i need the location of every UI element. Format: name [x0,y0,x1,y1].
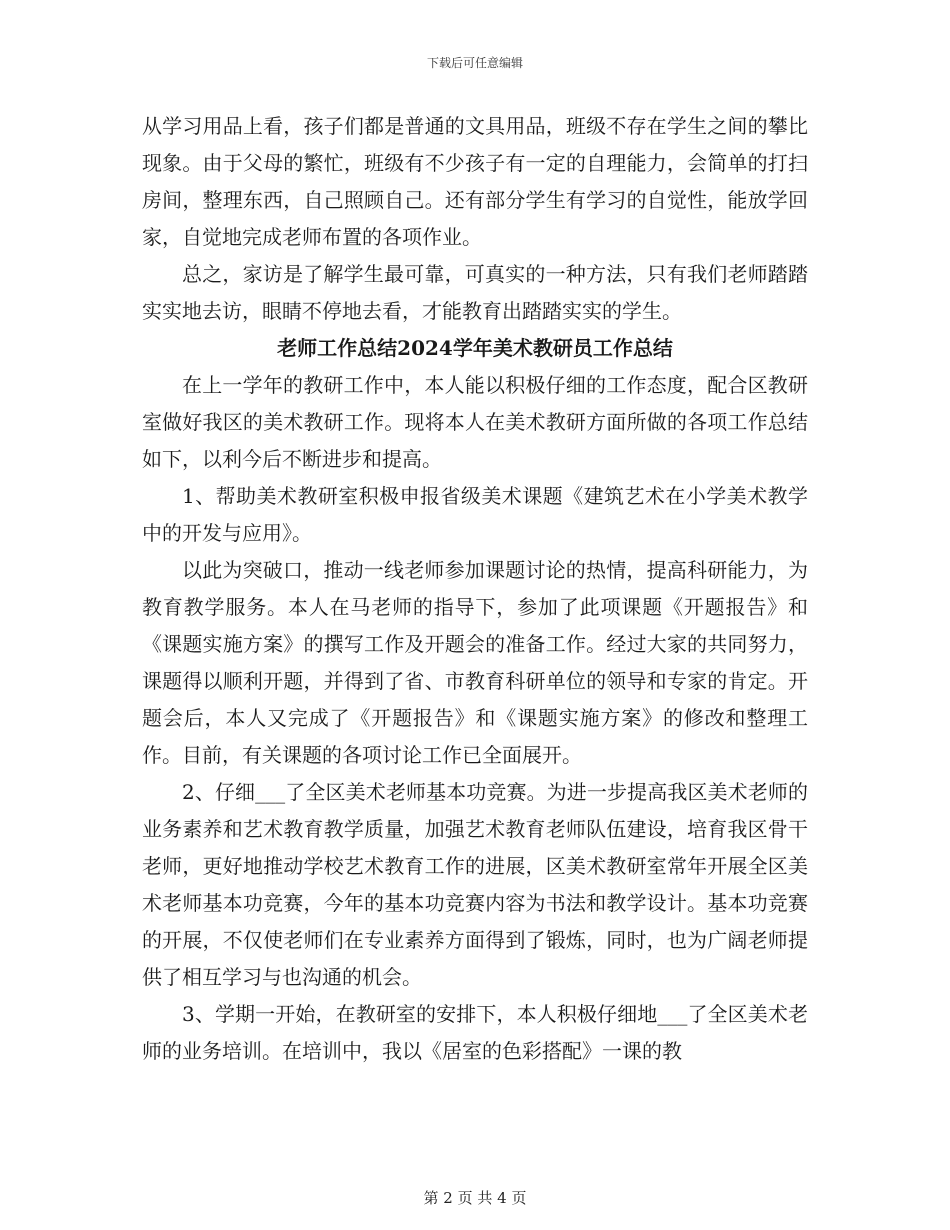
section-title: 老师工作总结2024学年美术教研员工作总结 [277,336,673,360]
paragraph-3: 在上一学年的教研工作中，本人能以积极仔细的工作态度，配合区教研室做好我区的美术教研工作。现将本人在美术教研方面所做的各项工作总结如下，以利今后不断进步和提高。 [142,373,808,471]
paragraph-6: 2、仔细___了全区美术老师基本功竞赛。为进一步提高我区美术老师的业务素养和艺术教育教学质量，加强艺术教育老师队伍建设，培育我区骨干老师，更好地推动学校艺术教育工作的进展，区美术教研室常年开展全区美术老师基本功竞赛，今年的基本功竞赛内容为书法和教学设计。基本功竞赛的开展，不仅使老师们在专业素养方面得到了锻炼，同时，也为广阔老师提供了相互学习与也沟通的机会。 [142,780,808,989]
paragraph-5: 以此为突破口，推动一线老师参加课题讨论的热情，提高科研能力，为教育教学服务。本人在马老师的指导下，参加了此项课题《开题报告》和《课题实施方案》的撰写工作及开题会的准备工作。经过大家的共同努力，课题得以顺利开题，并得到了省、市教育科研单位的领导和专家的肯定。开题会后，本人又完成了《开题报告》和《课题实施方案》的修改和整理工作。目前，有关课题的各项讨论工作已全面展开。 [142,558,808,767]
paragraph-2: 总之，家访是了解学生最可靠，可真实的一种方法，只有我们老师踏踏实实地去访，眼睛不停地去看，才能教育出踏踏实实的学生。 [142,262,808,323]
paragraph-7: 3、学期一开始，在教研室的安排下，本人积极仔细地___了全区美术老师的业务培训。在培训中，我以《居室的色彩搭配》一课的教 [142,1002,808,1063]
document-body [142,108,808,1070]
page-footer: 第 2 页 共 4 页 [423,1189,527,1207]
paragraph-4: 1、帮助美术教研室积极申报省级美术课题《建筑艺术在小学美术教学中的开发与应用》。 [142,484,808,545]
page-header: 下载后可任意编辑 [426,56,523,70]
paragraph-1: 从学习用品上看，孩子们都是普通的文具用品，班级不存在学生之间的攀比现象。由于父母的繁忙，班级有不少孩子有一定的自理能力，会简单的打扫房间，整理东西，自己照顾自己。还有部分学生有学习的自觉性，能放学回家，自觉地完成老师布置的各项作业。 [142,114,808,249]
